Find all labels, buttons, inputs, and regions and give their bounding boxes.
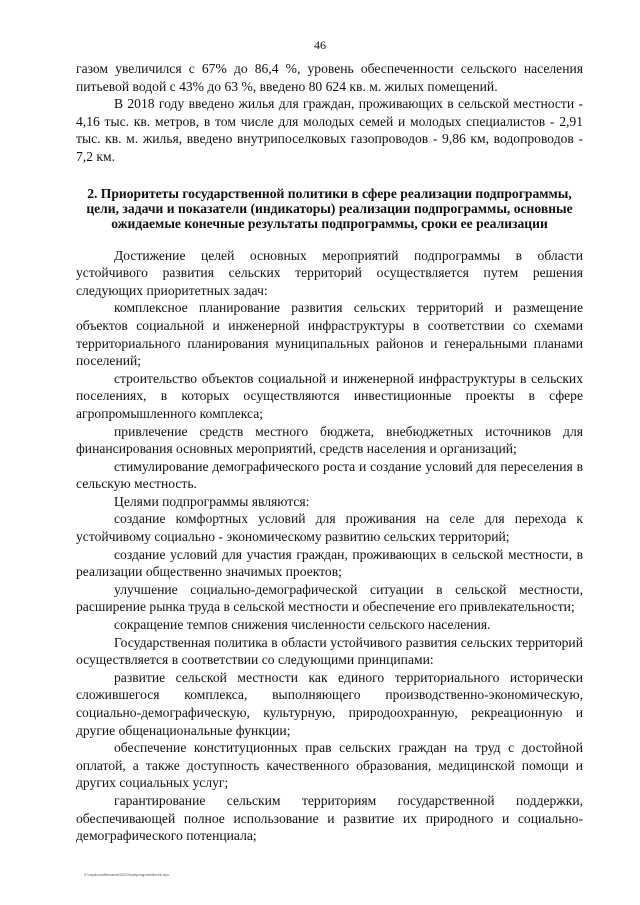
paragraph: создание комфортных условий для проживания на селе для перехода к устойчивому социально - экономическому развитию сельских территорий; bbox=[76, 511, 583, 545]
footer-file-path: Z:\mydocs\filename\2020\subprogram\file46.doc bbox=[84, 872, 170, 877]
section-heading: 2. Приоритеты государственной политики в сфере реализации подпрограммы, цели, задачи и показатели (индикаторы) реализации подпрограммы, основные ожидаемые конечные результаты подпрограммы, сроки ее реализации bbox=[86, 185, 573, 231]
paragraph: привлечение средств местного бюджета, внебюджетных источников для финансирования основных мероприятий, средств населения и организаций; bbox=[76, 423, 583, 457]
paragraph: комплексное планирование развития сельских территорий и размещение объектов социальной и инженерной инфраструктуры в соответствии со схемами территориального планирования муниципальных районов и генеральными планами поселений; bbox=[76, 300, 583, 369]
paragraph: сокращение темпов снижения численности сельского населения. bbox=[114, 617, 491, 633]
paragraph: развитие сельской местности как единого территориального исторически сложившегося комплекса, выполняющего производственно-экономическую, социально-демографическую, культурную, природоохранную, рекреационную и другие общенациональные функции; bbox=[76, 669, 583, 738]
paragraph: улучшение социально-демографической ситуации в сельской местности, расширение рынка труда в сельской местности и обеспечение его привлекательности; bbox=[76, 581, 583, 615]
paragraph: создание условий для участия граждан, проживающих в сельской местности, в реализации общественно значимых проектов; bbox=[76, 546, 583, 580]
paragraph: Государственная политика в области устойчивого развития сельских территорий осуществляется в соответствии со следующими принципами: bbox=[76, 634, 583, 668]
paragraph: Целями подпрограммы являются: bbox=[114, 493, 310, 509]
paragraph: обеспечение конституционных прав сельских граждан на труд с достойной оплатой, а также доступность качественного образования, медицинской помощи и других социальных услуг; bbox=[76, 740, 583, 791]
paragraph: строительство объектов социальной и инженерной инфраструктуры в сельских поселениях, в которых осуществляются инвестиционные проекты в сфере агропромышленного комплекса; bbox=[76, 370, 583, 421]
paragraph: гарантирование сельским территориям государственной поддержки, обеспечивающей полное использование и развитие их природного и социально-демографического потенциала; bbox=[76, 792, 583, 844]
paragraph: газом увеличился с 67% до 86,4 %, уровень обеспеченности сельского населения питьевой водой с 43% до 63 %, введено 80 624 кв. м. жилых помещений. bbox=[76, 61, 583, 94]
paragraph: В 2018 году введено жилья для граждан, проживающих в сельской местности - 4,16 тыс. кв. метров, в том числе для молодых семей и молодых специалистов - 2,91 тыс. кв. м. жилья, введено внутрипоселковых газопроводов - 9,86 км, водопроводов - 7,2 км. bbox=[76, 96, 583, 164]
document-body bbox=[76, 60, 583, 845]
paragraph: стимулирование демографического роста и создание условий для переселения в сельскую местность. bbox=[76, 458, 583, 492]
page-number: 46 bbox=[314, 38, 326, 52]
paragraph: Достижение целей основных мероприятий подпрограммы в области устойчивого развития сельских территорий осуществляется путем решения следующих приоритетных задач: bbox=[76, 247, 583, 298]
